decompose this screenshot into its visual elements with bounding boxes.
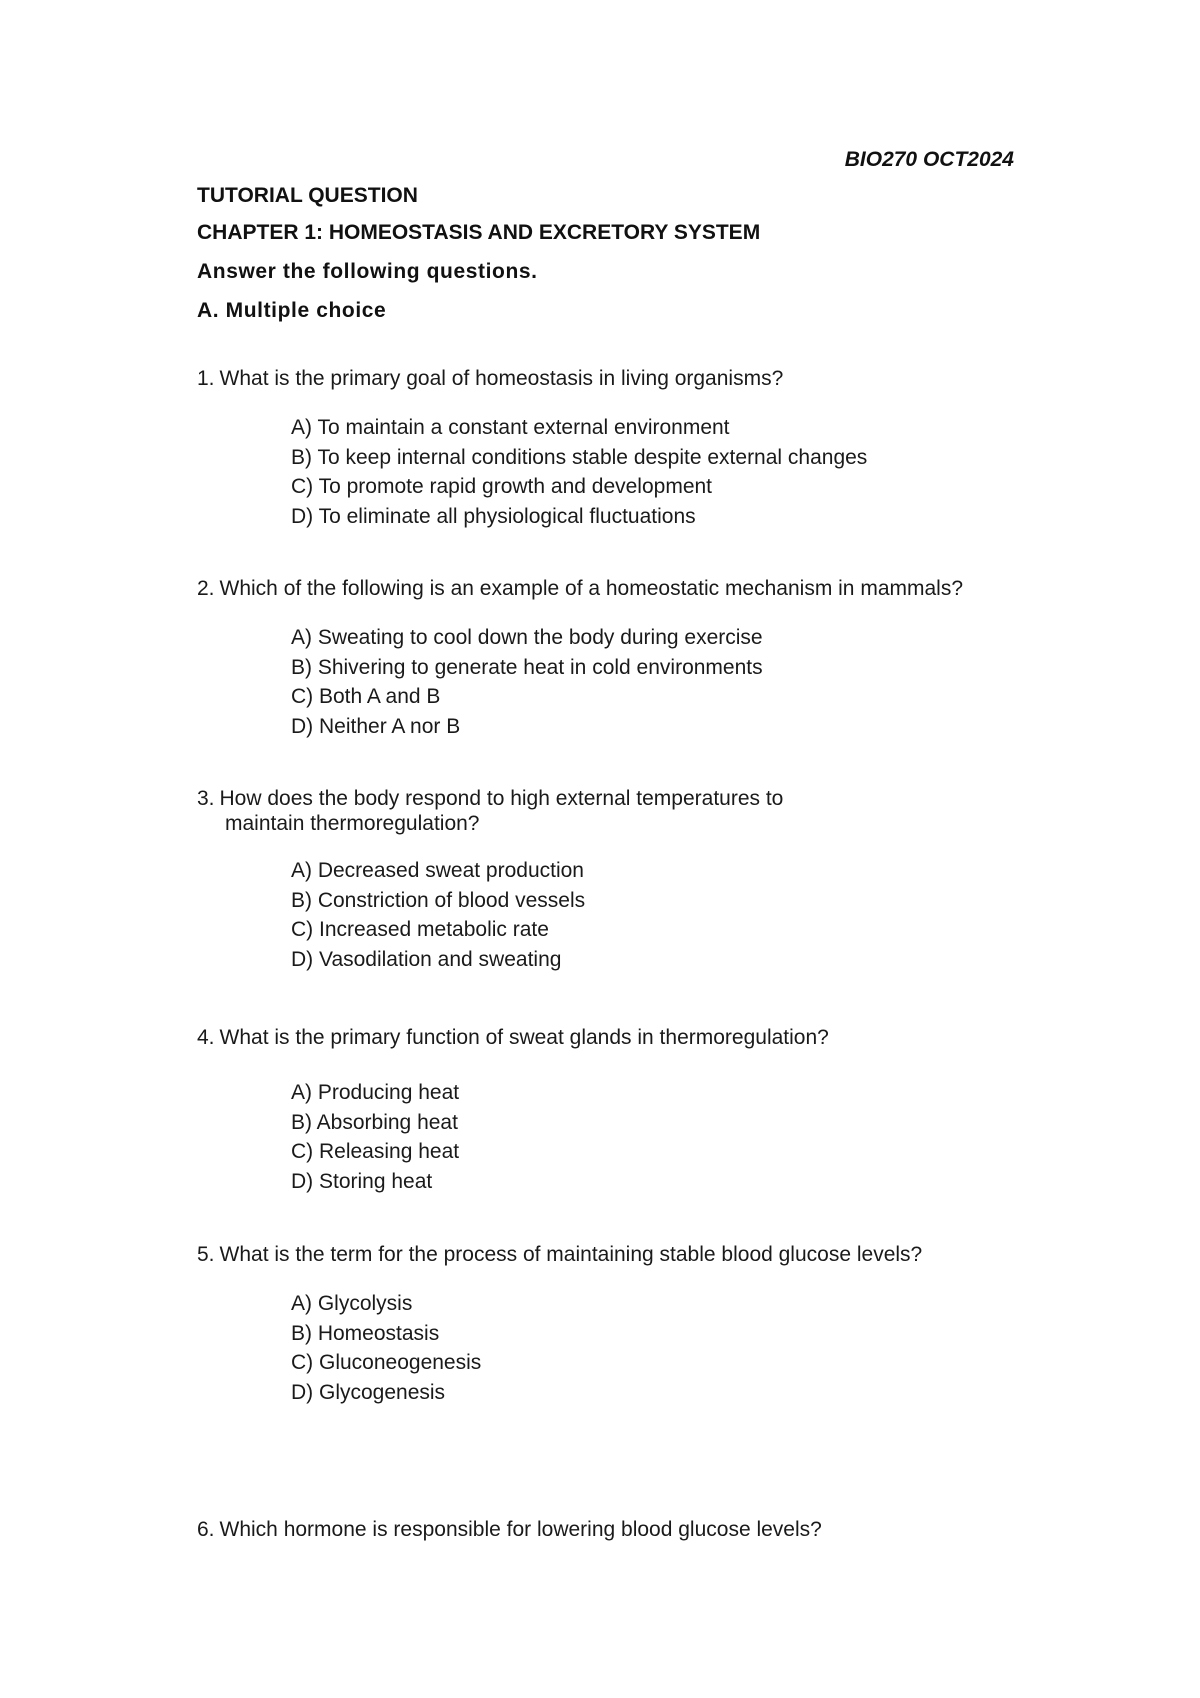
question-4: [197, 1025, 1057, 1196]
option-b: B) Shivering to generate heat in cold environments: [291, 655, 763, 679]
option-list: [197, 1289, 1057, 1407]
course-code: BIO270 OCT2024: [844, 148, 1014, 171]
option-list: [197, 1078, 1057, 1196]
option-d: D) Glycogenesis: [291, 1380, 446, 1404]
question-5: [197, 1242, 1057, 1407]
option-d: D) To eliminate all physiological fluctuations: [291, 504, 696, 528]
question-1: [197, 366, 1057, 531]
question-stem: [197, 1025, 1057, 1050]
question-text: Which hormone is responsible for lowering blood glucose levels?: [219, 1518, 822, 1541]
question-number: 2.: [197, 577, 215, 600]
question-2: [197, 576, 1057, 741]
chapter-heading: CHAPTER 1: HOMEOSTASIS AND EXCRETORY SYSTEM: [197, 221, 761, 244]
option-d: D) Neither A nor B: [291, 714, 461, 738]
question-text: What is the primary function of sweat glands in thermoregulation?: [219, 1026, 829, 1049]
option-d: D) Storing heat: [291, 1169, 433, 1193]
question-number: 1.: [197, 367, 215, 390]
question-stem: [197, 366, 1057, 391]
option-b: B) Absorbing heat: [291, 1110, 458, 1134]
option-c: C) Increased metabolic rate: [291, 918, 549, 941]
option-list: [197, 413, 1057, 531]
question-3: [197, 786, 1057, 974]
question-number: 4.: [197, 1026, 215, 1049]
instruction-text: Answer the following questions.: [197, 260, 538, 283]
question-number: 6.: [197, 1518, 215, 1541]
section-heading: A. Multiple choice: [197, 299, 387, 322]
option-a: A) Decreased sweat production: [291, 859, 584, 882]
question-text-continued: maintain thermoregulation?: [225, 812, 480, 835]
question-text: What is the term for the process of maintaining stable blood glucose levels?: [219, 1243, 923, 1266]
option-d: D) Vasodilation and sweating: [291, 947, 562, 971]
document-title: TUTORIAL QUESTION: [197, 184, 418, 207]
question-6: [197, 1517, 1057, 1542]
question-text: Which of the following is an example of a homeostatic mechanism in mammals?: [219, 577, 964, 600]
option-c: C) Releasing heat: [291, 1140, 460, 1163]
question-text: What is the primary goal of homeostasis in living organisms?: [219, 367, 784, 390]
option-a: A) Sweating to cool down the body during exercise: [291, 626, 763, 649]
option-c: C) Both A and B: [291, 685, 441, 708]
option-a: A) Glycolysis: [291, 1292, 413, 1315]
question-number: 5.: [197, 1243, 215, 1266]
question-stem: [197, 1517, 1057, 1542]
option-list: [197, 623, 1057, 741]
question-stem: [197, 1242, 1057, 1267]
option-a: A) Producing heat: [291, 1081, 460, 1104]
question-number: 3.: [197, 787, 215, 810]
option-a: A) To maintain a constant external environment: [291, 416, 730, 439]
option-b: B) Constriction of blood vessels: [291, 888, 586, 912]
option-c: C) To promote rapid growth and development: [291, 475, 713, 498]
question-stem: [197, 786, 1057, 836]
option-list: [197, 856, 1057, 974]
question-stem: [197, 576, 1057, 601]
option-b: B) To keep internal conditions stable despite external changes: [291, 445, 868, 469]
option-c: C) Gluconeogenesis: [291, 1351, 482, 1374]
option-b: B) Homeostasis: [291, 1321, 440, 1345]
question-text: How does the body respond to high external temperatures to: [219, 787, 784, 810]
